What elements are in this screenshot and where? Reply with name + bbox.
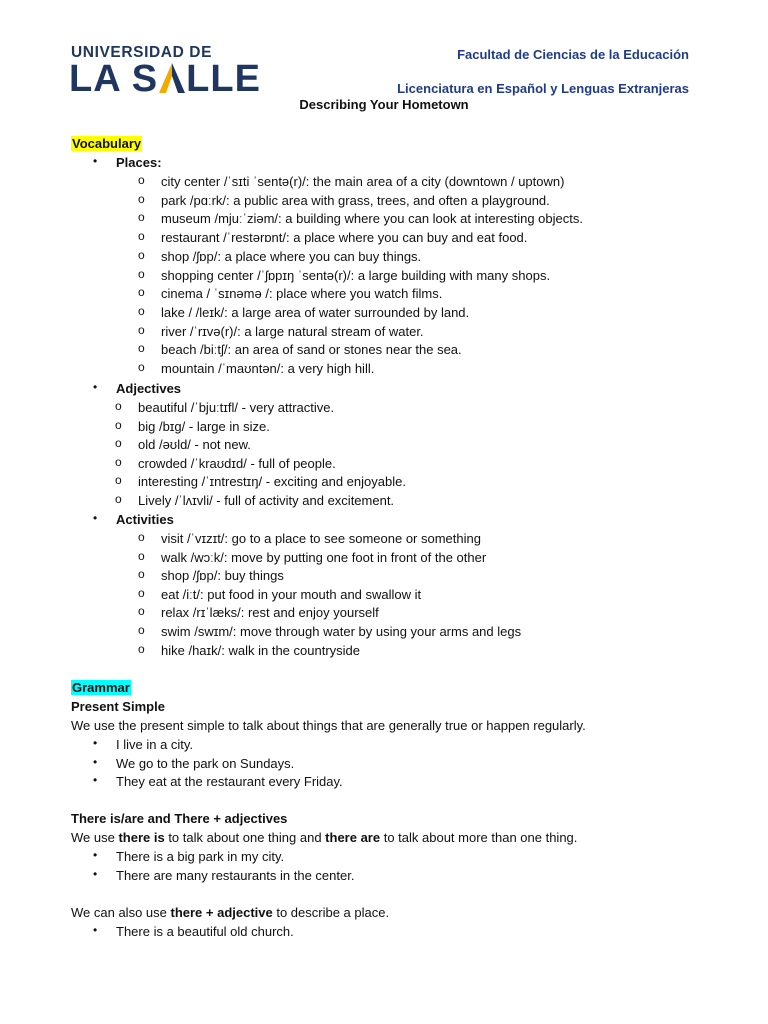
circle-bullet-icon: o bbox=[138, 247, 145, 262]
place-item-text: restaurant /ˈrestərɒnt/: a place where you can buy and eat food. bbox=[161, 230, 528, 246]
place-item-text: city center /ˈsɪti ˈsentə(r)/: the main area of a city (downtown / uptown) bbox=[161, 174, 565, 189]
circle-bullet-icon: o bbox=[138, 173, 145, 187]
logo-text-b: LLE bbox=[186, 58, 261, 100]
bullet-icon: • bbox=[93, 866, 98, 881]
adjectives-label: Adjectives bbox=[116, 381, 182, 396]
present-simple-example-text: They eat at the restaurant every Friday. bbox=[116, 774, 343, 790]
activity-item-text: relax /rɪˈlæks/: rest and enjoy yourself bbox=[161, 605, 379, 621]
circle-bullet-icon: o bbox=[138, 266, 145, 281]
present-simple-title: Present Simple bbox=[71, 699, 165, 714]
bullet-icon: • bbox=[93, 848, 98, 862]
circle-bullet-icon: o bbox=[138, 530, 145, 544]
faculty-name: Facultad de Ciencias de la Educación bbox=[457, 47, 689, 62]
adjective-item-text: beautiful /ˈbjuːtɪfl/ - very attractive. bbox=[138, 400, 335, 415]
circle-bullet-icon: o bbox=[138, 285, 145, 300]
logo-a-mark bbox=[159, 61, 185, 91]
circle-bullet-icon: o bbox=[138, 641, 145, 656]
there-is-are-description: We use there is to talk about one thing and there are to talk about more than one thing. bbox=[71, 830, 578, 845]
circle-bullet-icon: o bbox=[138, 303, 145, 318]
activity-item-text: walk /wɔːk/: move by putting one foot in front of the other bbox=[161, 549, 487, 565]
circle-bullet-icon: o bbox=[115, 492, 122, 506]
program-name: Licenciatura en Español y Lenguas Extranjeras bbox=[397, 81, 689, 96]
circle-bullet-icon: o bbox=[138, 191, 145, 206]
circle-bullet-icon: o bbox=[138, 585, 145, 600]
there-example-text: There is a big park in my city. bbox=[116, 849, 285, 864]
adjective-item-text: old /əʊld/ - not new. bbox=[138, 437, 251, 453]
activity-item-text: swim /swɪm/: move through water by using your arms and legs bbox=[161, 624, 522, 639]
activity-item-text: eat /iːt/: put food in your mouth and swallow it bbox=[161, 586, 422, 602]
logo-text-a: LA S bbox=[69, 58, 159, 100]
place-item-text: museum /mjuːˈziəm/: a building where you can look at interesting objects. bbox=[161, 211, 583, 227]
circle-bullet-icon: o bbox=[138, 360, 145, 374]
grammar-heading: Grammar bbox=[72, 680, 130, 695]
adjective-item-text: big /bɪg/ - large in size. bbox=[138, 418, 270, 434]
place-item-text: lake / /leɪk/: a large area of water surrounded by land. bbox=[161, 304, 470, 320]
bullet-icon: • bbox=[93, 754, 98, 769]
logo-la-salle bbox=[69, 59, 261, 99]
page-title: Describing Your Hometown bbox=[299, 97, 469, 112]
activity-item-text: hike /haɪk/: walk in the countryside bbox=[161, 642, 361, 658]
there-is-are-title: There is/are and There + adjectives bbox=[71, 811, 288, 826]
bullet-icon: • bbox=[93, 154, 98, 168]
place-item-text: mountain /ˈmaʊntən/: a very high hill. bbox=[161, 361, 375, 376]
circle-bullet-icon: o bbox=[115, 399, 122, 413]
place-item-text: cinema / ˈsɪnəmə /: place where you watch films. bbox=[161, 286, 443, 302]
circle-bullet-icon: o bbox=[138, 623, 145, 637]
place-item-text: shopping center /ˈʃɒpɪŋ ˈsentə(r)/: a large building with many shops. bbox=[161, 267, 551, 283]
activity-item-text: visit /ˈvɪzɪt/: go to a place to see someone or something bbox=[161, 531, 481, 546]
place-item-text: park /pɑːrk/: a public area with grass, trees, and often a playground. bbox=[161, 192, 550, 208]
places-label: Places: bbox=[116, 155, 162, 170]
circle-bullet-icon: o bbox=[138, 548, 145, 563]
there-adjective-description: We can also use there + adjective to describe a place. bbox=[71, 905, 390, 920]
adjective-item-text: Lively /ˈlʌɪvli/ - full of activity and excitement. bbox=[138, 493, 395, 508]
circle-bullet-icon: o bbox=[115, 454, 122, 469]
circle-bullet-icon: o bbox=[115, 436, 122, 451]
place-item-text: river /ˈrɪvə(r)/: a large natural stream of water. bbox=[161, 323, 424, 339]
circle-bullet-icon: o bbox=[138, 210, 145, 225]
vocabulary-heading: Vocabulary bbox=[72, 136, 142, 151]
activity-item-text: shop /ʃɒp/: buy things bbox=[161, 568, 284, 584]
place-item-text: beach /biːtʃ/: an area of sand or stones near the sea. bbox=[161, 342, 462, 358]
activities-label: Activities bbox=[116, 512, 174, 527]
bullet-icon: • bbox=[93, 773, 98, 788]
present-simple-example-text: I live in a city. bbox=[116, 737, 194, 752]
circle-bullet-icon: o bbox=[138, 604, 145, 619]
place-item-text: shop /ʃɒp/: a place where you can buy things. bbox=[161, 248, 422, 264]
circle-bullet-icon: o bbox=[115, 417, 122, 432]
present-simple-description: We use the present simple to talk about things that are generally true or happen regularly. bbox=[71, 718, 586, 733]
logo-university-de: UNIVERSIDAD DE bbox=[71, 44, 213, 61]
circle-bullet-icon: o bbox=[115, 473, 122, 488]
circle-bullet-icon: o bbox=[138, 567, 145, 582]
bullet-icon: • bbox=[93, 923, 98, 937]
adjective-item-text: interesting /ˈɪntrestɪŋ/ - exciting and enjoyable. bbox=[138, 474, 406, 490]
bullet-icon: • bbox=[93, 511, 98, 525]
circle-bullet-icon: o bbox=[138, 229, 145, 244]
bullet-icon: • bbox=[93, 736, 98, 750]
bullet-icon: • bbox=[93, 380, 98, 394]
circle-bullet-icon: o bbox=[138, 341, 145, 356]
there-example-text: There are many restaurants in the center. bbox=[116, 867, 355, 883]
adjective-item-text: crowded /ˈkraʊdɪd/ - full of people. bbox=[138, 455, 336, 471]
there-adjective-example-text: There is a beautiful old church. bbox=[116, 924, 294, 939]
present-simple-example-text: We go to the park on Sundays. bbox=[116, 755, 295, 771]
circle-bullet-icon: o bbox=[138, 322, 145, 337]
